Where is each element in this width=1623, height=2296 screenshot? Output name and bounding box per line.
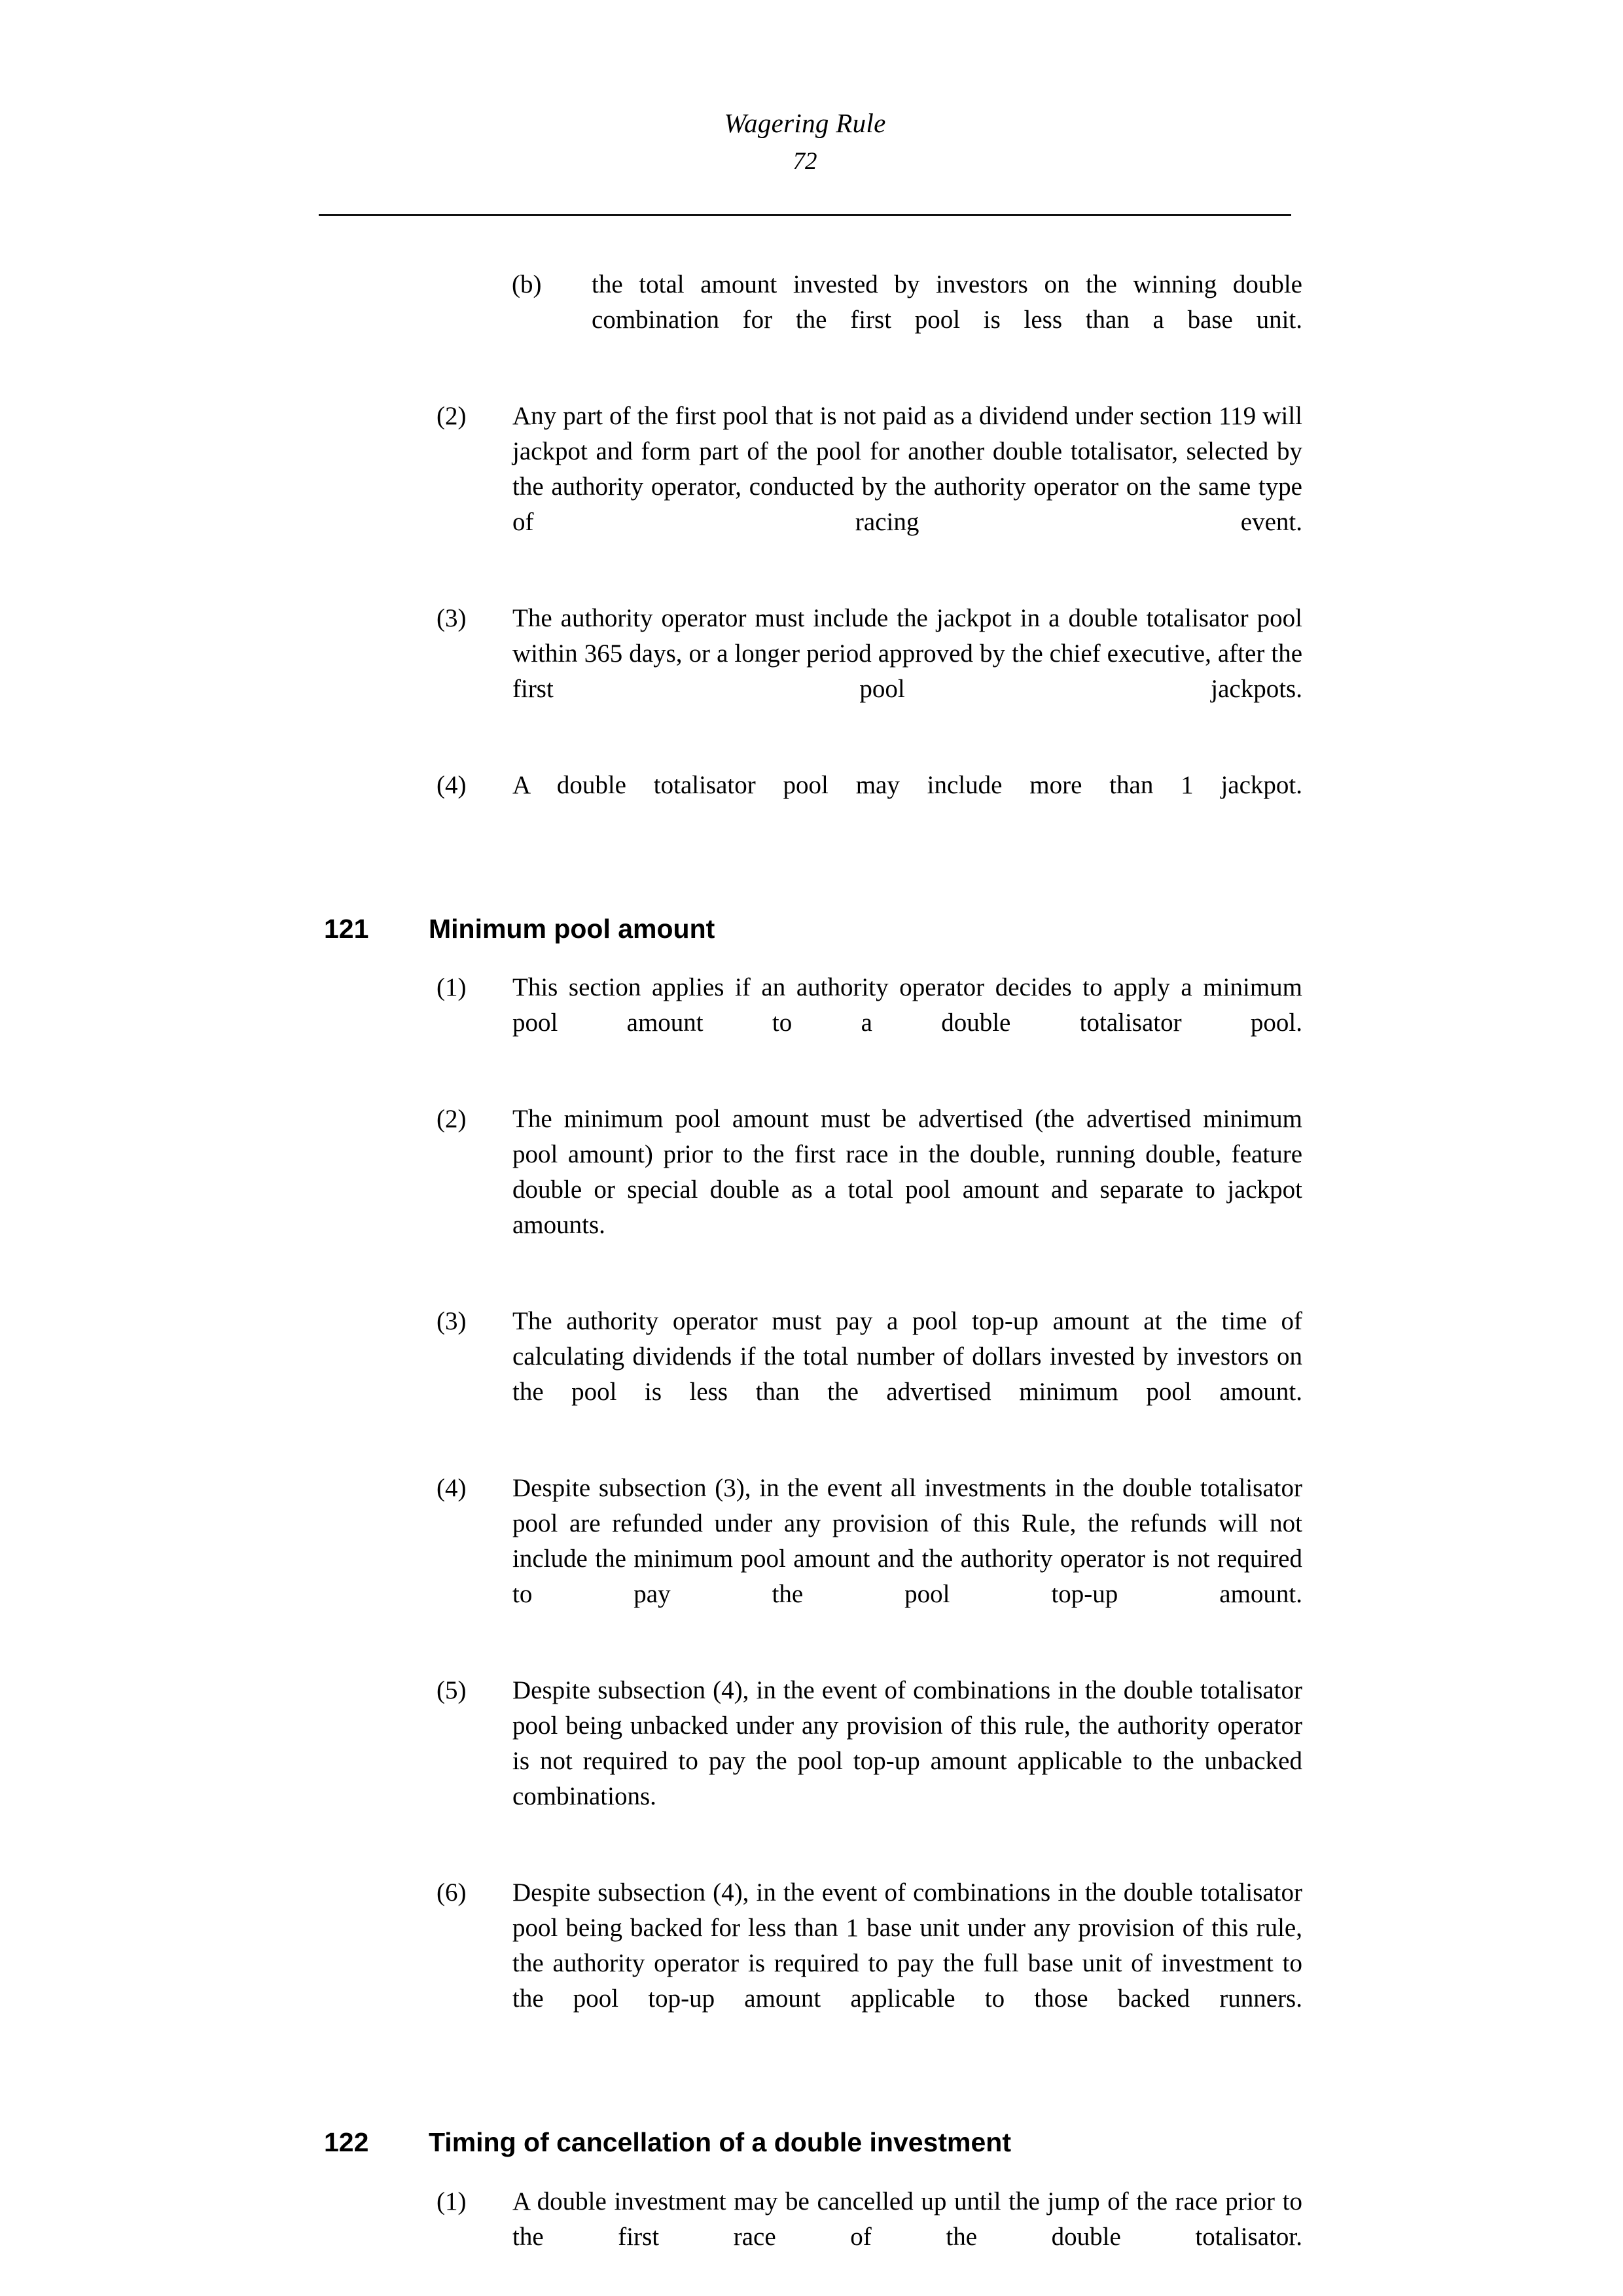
spacer bbox=[319, 1278, 1302, 1304]
list-item bbox=[437, 601, 1302, 742]
section-title: Minimum pool amount bbox=[429, 914, 715, 944]
list-item-text: The authority operator must include the jackpot in a double totalisator pool within 365 days, or a longer period approved by the chief executive, after the first pool jackpots. bbox=[512, 604, 1302, 703]
list-item-marker: (4) bbox=[437, 1474, 467, 1503]
document-title: Wagering Rule bbox=[724, 108, 886, 138]
spacer bbox=[319, 838, 1302, 912]
list-item bbox=[512, 267, 1302, 373]
list-item-marker: (6) bbox=[437, 1878, 467, 1907]
list-item-text: Any part of the first pool that is not paid as a dividend under section 119 will jackpot and form part of the pool for another double totalisator, selected by the authority operator, conducted by the authority operator on the same type of racing event. bbox=[512, 402, 1302, 536]
list-item bbox=[437, 2184, 1302, 2290]
spacer bbox=[319, 575, 1302, 601]
list-item-text: the total amount invested by investors on the winning double combination for the first pool is less than a base unit. bbox=[592, 270, 1302, 334]
list-item-marker: (4) bbox=[437, 771, 467, 799]
spacer bbox=[319, 742, 1302, 768]
page-number: 72 bbox=[793, 148, 817, 175]
list-item bbox=[437, 1471, 1302, 1647]
list-item bbox=[437, 768, 1302, 838]
list-item-text: Despite subsection (4), in the event of combinations in the double totalisator pool being backed for less than 1 base unit under any provision of this rule, the authority operator is required to pay the full base unit of investment to the pool top-up amount applicable to those backed runners. bbox=[512, 1878, 1302, 2013]
list-item bbox=[437, 399, 1302, 575]
list-item-marker: (2) bbox=[437, 402, 467, 430]
list-item-text: This section applies if an authority operator decides to apply a minimum pool amount to a double totalisator pool. bbox=[512, 973, 1302, 1037]
list-item-text: Despite subsection (4), in the event of combinations in the double totalisator pool being unbacked under any provision of this rule, the authority operator is not required to pay the pool top-up amount applicable to the unbacked combinations. bbox=[512, 1676, 1302, 1811]
section-number: 121 bbox=[324, 914, 369, 944]
spacer bbox=[319, 1445, 1302, 1471]
spacer bbox=[319, 1076, 1302, 1102]
spacer bbox=[319, 2052, 1302, 2125]
spacer bbox=[319, 373, 1302, 399]
list-item-text: The authority operator must pay a pool top-up amount at the time of calculating dividends if the total number of dollars invested by investors on the pool is less than the advertised minimum pool amount. bbox=[512, 1307, 1302, 1407]
spacer bbox=[319, 2161, 1302, 2184]
list-item bbox=[437, 1673, 1302, 1850]
running-header bbox=[319, 108, 1291, 176]
section-heading-121 bbox=[324, 912, 1302, 946]
list-item bbox=[437, 1304, 1302, 1445]
body-content bbox=[319, 267, 1302, 2290]
list-item-text: Despite subsection (3), in the event all investments in the double totalisator pool are refunded under any provision of this Rule, the refunds will not include the minimum pool amount and the authority operator is not required to pay the pool top-up amount. bbox=[512, 1474, 1302, 1609]
list-item-marker: (b) bbox=[512, 270, 542, 298]
header-divider bbox=[319, 214, 1291, 216]
list-item-marker: (2) bbox=[437, 1105, 467, 1134]
list-item-text: The minimum pool amount must be advertised (the advertised minimum pool amount) prior to the first race in the double, running double, feature double or special double as a total pool amount and separate to jackpot amounts. bbox=[512, 1105, 1302, 1240]
list-item-marker: (1) bbox=[437, 2187, 467, 2215]
section-title: Timing of cancellation of a double investment bbox=[429, 2127, 1011, 2158]
list-item-text: A double totalisator pool may include more than 1 jackpot. bbox=[512, 771, 1302, 799]
list-item bbox=[437, 970, 1302, 1076]
section-heading-122 bbox=[324, 2125, 1302, 2160]
spacer bbox=[319, 946, 1302, 970]
list-item-text: A double investment may be cancelled up until the jump of the race prior to the first race of the double totalisator. bbox=[512, 2187, 1302, 2251]
spacer bbox=[319, 1850, 1302, 1875]
spacer bbox=[319, 1647, 1302, 1673]
section-number: 122 bbox=[324, 2127, 369, 2158]
list-item-marker: (3) bbox=[437, 1307, 467, 1336]
list-item-marker: (5) bbox=[437, 1676, 467, 1705]
list-item-marker: (1) bbox=[437, 973, 467, 1002]
list-item-marker: (3) bbox=[437, 604, 467, 632]
list-item bbox=[437, 1875, 1302, 2052]
list-item bbox=[437, 1102, 1302, 1278]
